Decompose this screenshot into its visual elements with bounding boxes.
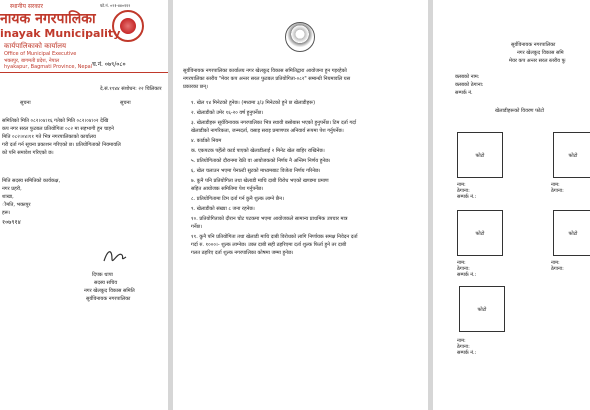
rule-item: क. एकपटक पहेँलो कार्ड पाएको खेलाडीलाई २ मिनेट खेल बाहिर राखिनेछ। (191, 148, 325, 154)
player-address-label: ठेगाना: (457, 188, 470, 194)
rule-item: १. खेल १४ मिनेटको हुनेछ। (मध्यमा ३/३ मिनेटको हुने छ खेलाडीहरू) (191, 100, 316, 106)
phone-number: फो.नं. ०२१-४४०११२ (100, 3, 131, 8)
address-en: hyakapur, Bagmati Province, Nepal (4, 64, 93, 70)
rule-item: गलत ठहरिए दर्ता शुल्क नगरपालिका कोषमा जम्मा हुनेछ। (191, 250, 294, 256)
player-photo-box: फोटो (457, 132, 503, 178)
intro-line: प्रकारका छन्। (183, 84, 208, 90)
rule-item: १०. प्रतियोगिताको दौरान चोट पटकमा भएमा आयोजकले सामान्य प्राथमिक उपचार मात्र (191, 216, 348, 222)
address-ne: भक्तपुर, बागमती प्रदेश, नेपाल (4, 58, 60, 64)
player-address-label: ठेगाना: (551, 188, 564, 194)
rule-item: सहित आयोजक समितिमा पेश गर्नुपर्नेछ। (191, 186, 264, 192)
rule-item: गर्दा रु. १०००।- शुल्क लाग्नेछ। उक्त दाबी सही ठहरिएमा दर्ता शुल्क फिर्ता हुने तर दाबी (191, 242, 347, 248)
intro-line: सूर्यविनायक नगरपालिका कार्यालय नगर खेलकुद विकास समितिद्वारा आयोजना हुन गइरहेको (183, 68, 347, 74)
rule-item: गर्नेछ। (191, 224, 202, 230)
player-address-label: ठेगाना: (551, 266, 564, 272)
club-address-label: क्लबको ठेगाना: (455, 82, 484, 88)
player-phone-label: सम्पर्क नं.: (457, 350, 477, 356)
gov-level: स्थानीय सरकार (10, 3, 43, 10)
letter-number: च.नं. ०७९/०८० (92, 61, 126, 68)
office-title-ne: कार्यपालिकाको कार्यालय (4, 42, 67, 50)
short-number: १०७९१४ (2, 219, 21, 226)
body-line: को पनि समावेश गरिएको छ। (2, 150, 54, 156)
registration-form-page (433, 0, 590, 410)
notice-heading-left: सूचना (20, 100, 31, 106)
header-divider (0, 72, 168, 73)
signer-org: सूर्यविनायक नगरपालिका (86, 296, 131, 302)
rule-item: २. खेलाडीको उमेर १६-२० वर्ष हुनुपर्नेछ। (191, 110, 264, 116)
player-name-label: नाम: (457, 260, 466, 266)
municipality-title-en: inayak Municipality (0, 27, 121, 40)
player-name-label: नाम: (551, 260, 560, 266)
form-header-org: सूर्यविनायक नगरपालिका (511, 42, 556, 48)
rule-item: ११. कुनै पनि प्रतियोगिता तथा खेलाडी माथि दाबी विरोधको लागि निर्णायक समक्ष निवेदन दर्ता (191, 234, 358, 240)
body-line: कप नगर सरल फुटबल प्रतियोगिता ०८२ मा सहभागी हुन चाहने (2, 126, 114, 132)
club-name-label: क्लबको नाम: (455, 74, 480, 80)
player-name-label: नाम: (551, 182, 560, 188)
rules-page (173, 0, 428, 410)
rule-item: ३. खेलाडीहरू सूर्यविनायक नगरपालिका भित्र स्थायी बसोबास भएको हुनुपर्नेछ। टिम दर्ता गर्दा (191, 120, 357, 126)
municipality-seal-icon (112, 10, 144, 42)
player-address-label: ठेगाना: (457, 344, 470, 350)
cc-line: मिति सदस्य समितिको कार्यकक्ष, (2, 178, 61, 184)
date-line: दे.सं.११४४ संशोधन: २२ चिलिकार (100, 86, 162, 92)
municipality-title-ne: नायक नगरपालिका (0, 11, 96, 27)
form-header-title: मेयर कप अन्तर सरल स्तरीय फु (509, 58, 566, 64)
players-section-title: खेलाडीहरूको विवरण फोटो (495, 108, 545, 114)
rule-item: ९. खेलाडीको संख्या ८ जना रहनेछ। (191, 206, 255, 212)
signer-name: दिपक थापा (92, 272, 113, 278)
rule-item: ७. कुनै पनि प्रतियोगिता तथा खेलाडी माथि दाबी विरोध भएको खण्डमा प्रमाण (191, 178, 329, 184)
cc-line: शाखा, (2, 194, 14, 200)
player-photo-box: फोटो (459, 286, 505, 332)
cc-line: हरू। (2, 210, 11, 216)
rule-item: ४. कार्डको नियम (191, 138, 222, 144)
player-address-label: ठेगाना: (457, 266, 470, 272)
body-line: समितिको मिति ०८२।०४।१६ गतेको मिति ०८२।०४।०२ देखि (2, 118, 109, 124)
player-phone-label: सम्पर्क नं.: (457, 272, 477, 278)
cc-line: ीमति, भक्तपुर (2, 202, 31, 208)
rule-item: ५. प्रतियोगिताको दौरानमा रेफ्री वा आयोजकको निर्णय नै अन्तिम निर्णय हुनेछ। (191, 158, 331, 164)
player-name-label: नाम: (457, 182, 466, 188)
player-photo-box: फोटो (553, 210, 590, 256)
player-phone-label: सम्पर्क नं.: (457, 194, 477, 200)
intro-line: नगरपालिका स्तरीय "मेयर कप अन्तर सरल फुटबल प्रतियोगिता-०८२" सम्बन्धी नियमावलि यस (183, 76, 351, 82)
body-line: गरी दर्ता गर्न सूचना प्रकाशन गरिएको छ। प्रतियोगिताको नियमावलि (2, 142, 121, 148)
contact-label: सम्पर्क नं. (455, 90, 473, 96)
signer-title: सदस्य सचिव (94, 280, 118, 286)
player-photo-box: फोटो (553, 132, 590, 178)
municipality-emblem-icon (285, 22, 315, 52)
rule-item: ८. प्रतियोगितामा टिम दर्ता गर्न कुनै शुल्क लाग्ने छैन। (191, 196, 284, 202)
signer-committee: नगर खेलकुद विकास समिति (84, 288, 135, 294)
player-name-label: नाम: (457, 338, 466, 344)
player-photo-box: फोटो (457, 210, 503, 256)
rule-item: ६. खेल चलाउन भएमा पेनाल्टी सुटको माध्यमबाट विजेता निर्णय गरिनेछ। (191, 168, 321, 174)
office-title-en: Office of Municipal Executive (4, 51, 77, 57)
rule-item: खेलाडीको नागरिकता, जन्मदर्ता, वसाइ सराइ प्रमाणपत्र अनिवार्य रूपमा पेश गर्नुपर्नेछ। (191, 128, 344, 134)
signature-icon (100, 245, 130, 267)
cc-line: नगर प्रहरी, (2, 186, 22, 192)
notice-heading-right: सूचना (120, 100, 131, 106)
form-header-committee: नगर खेलकुद विकास समि (517, 50, 564, 56)
body-line: मिति ०८२।०४।११ गते भित्र नगरपालिकाको कार्यालय (2, 134, 96, 140)
notice-page (0, 0, 168, 410)
